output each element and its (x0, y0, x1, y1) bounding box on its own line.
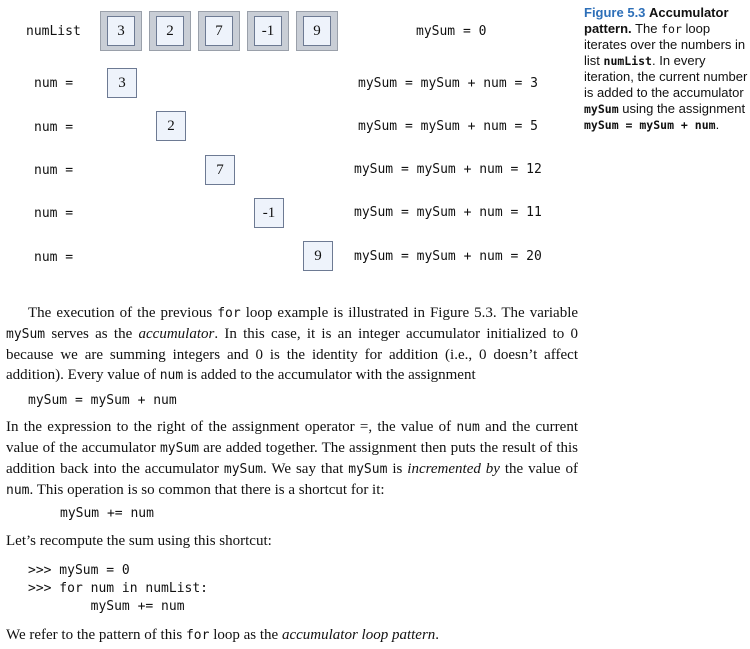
caption-text: using the assignment (622, 101, 746, 116)
text: . We say that (263, 461, 344, 477)
row-label: num = (34, 250, 74, 265)
inline-code: mySum (159, 441, 200, 456)
text: loop as the (213, 627, 279, 643)
row-equation: mySum = mySum + num = 3 (358, 76, 539, 91)
code-line: >>> mySum = 0 (28, 563, 130, 578)
text: are added together. The assignment then puts the result of this addition back into the accumulator (6, 440, 579, 477)
emphasis: accumulator (138, 326, 215, 342)
inline-code: mySum (223, 462, 264, 477)
text: . This operation is so common that there is a shortcut for it: (29, 482, 385, 498)
emphasis: incremented by (407, 461, 500, 477)
text: is added to the accumulator with the assignment (186, 367, 476, 383)
row-equation: mySum = mySum + num = 20 (354, 249, 542, 264)
numlist-cell (149, 11, 191, 51)
caption-text: loop iterates over the numbers in list (584, 21, 746, 68)
code-line: mySum += num (28, 599, 185, 614)
caption-text: . In every iteration, the current number is added to the accumulator (584, 53, 748, 100)
inline-code: for (217, 306, 241, 321)
text: The execution of the previous (28, 305, 213, 321)
figure-title: Accumulator pattern. (584, 5, 729, 36)
numlist-value: 7 (205, 16, 233, 46)
code-line: >>> for num in numList: (28, 581, 209, 596)
paragraph-4 (6, 625, 578, 646)
numlist-value: 2 (156, 16, 184, 46)
row-equation: mySum = mySum + num = 11 (354, 205, 542, 220)
inline-code: num (6, 483, 30, 498)
current-num-box: 3 (107, 68, 137, 98)
inline-code: mySum (348, 462, 388, 477)
numlist-value: 3 (107, 16, 135, 46)
paragraph-1 (6, 303, 578, 386)
text: In the expression to the right of the assignment operator =, the value of (6, 419, 452, 435)
numlist-label: numList (26, 24, 81, 39)
code-block: mySum += num (60, 506, 154, 521)
caption-text: The (635, 21, 658, 36)
figure-number: Figure 5.3 (584, 5, 646, 20)
code-block: mySum = mySum + num (28, 393, 177, 408)
current-num-box: -1 (254, 198, 284, 228)
init-sum-text: mySum = 0 (416, 24, 487, 39)
row-label: num = (34, 120, 74, 135)
text: loop example is illustrated in Figure 5.3. The variable (245, 305, 579, 321)
text: the value of (504, 461, 579, 477)
text: We refer to the pattern of this (6, 627, 183, 643)
text: . In this case, it is an integer accumulator initialized to 0 because we are summing integers and 0 is the identity for addition (i.e., 0 doesn’t affect addition). Every value of (6, 326, 579, 383)
row-label: num = (34, 76, 74, 91)
text: and the current value of the accumulator (6, 419, 578, 456)
row-label: num = (34, 163, 74, 178)
inline-code: for (185, 628, 210, 643)
caption-code: mySum (584, 102, 619, 116)
row-equation: mySum = mySum + num = 12 (354, 162, 542, 177)
paragraph-3: Let’s recompute the sum using this shortcut: (6, 533, 272, 549)
paragraph-2 (6, 417, 578, 501)
inline-code: mySum (6, 327, 46, 342)
emphasis: accumulator loop pattern (281, 627, 436, 643)
numlist-value: -1 (254, 16, 282, 46)
current-num-box: 9 (303, 241, 333, 271)
current-num-box: 7 (205, 155, 235, 185)
numlist-value: 9 (303, 16, 331, 46)
inline-code: num (456, 420, 480, 435)
figure-caption (584, 5, 750, 133)
current-num-box: 2 (156, 111, 186, 141)
caption-text: . (715, 117, 720, 132)
inline-code: num (159, 368, 184, 383)
numlist-cell (247, 11, 289, 51)
text: . (435, 627, 440, 643)
text: is (392, 461, 403, 477)
numlist-cell (198, 11, 240, 51)
numlist-cell (296, 11, 338, 51)
text: serves as the (51, 326, 133, 342)
caption-code: for (661, 22, 682, 36)
caption-code: numList (603, 54, 652, 68)
row-label: num = (34, 206, 74, 221)
row-equation: mySum = mySum + num = 5 (358, 119, 539, 134)
numlist-cell (100, 11, 142, 51)
caption-code: mySum = mySum + num (584, 118, 716, 132)
